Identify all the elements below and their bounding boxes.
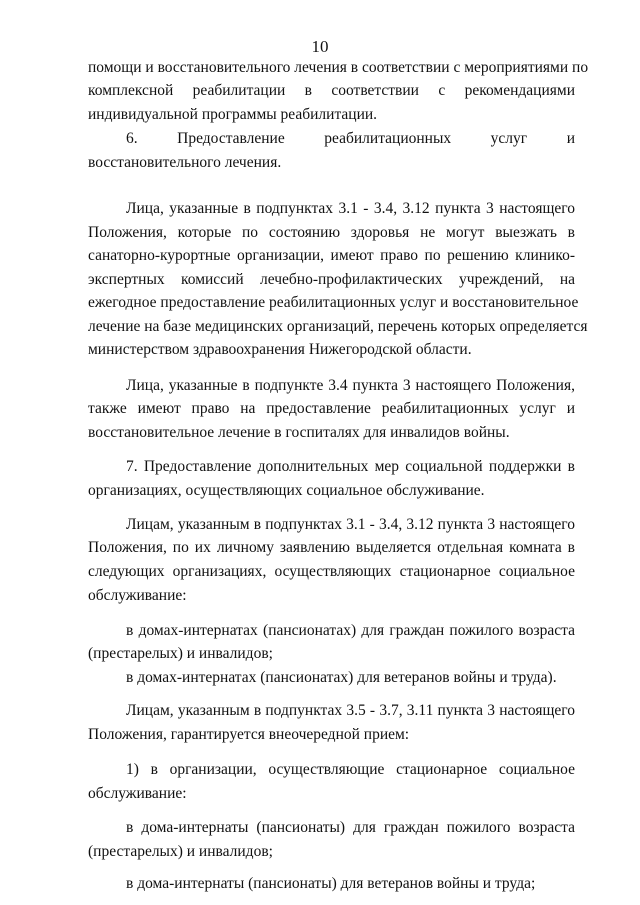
text-line: министерством здравоохранения Нижегородской области. — [88, 341, 472, 358]
text-line: 6. Предоставление реабилитационных услуг и — [126, 130, 575, 147]
text-line: в домах-интернатах (пансионатах) для ветеранов войны и труда). — [126, 669, 557, 686]
text-line: помощи и восстановительного лечения в соответствии с мероприятиями по — [88, 59, 589, 76]
page-number: 10 — [311, 37, 329, 56]
text-line: в дома-интернаты (пансионаты) для граждан пожилого возраста — [126, 819, 575, 836]
text-line: индивидуальной программы реабилитации. — [88, 106, 378, 123]
text-line: лечение на базе медицинских организаций, перечень которых определяется — [88, 318, 588, 335]
text-line: также имеют право на предоставление реабилитационных услуг и — [88, 400, 575, 417]
text-line: Положения, по их личному заявлению выделяется отдельная комната в — [88, 539, 575, 556]
text-line: Положения, гарантируется внеочередной прием: — [88, 726, 410, 743]
text-line: ежегодное предоставление реабилитационных услуг и восстановительное — [88, 294, 579, 311]
text-line: восстановительного лечения. — [88, 154, 282, 171]
text-line: восстановительное лечение в госпиталях для инвалидов войны. — [88, 424, 510, 441]
text-line: комплексной реабилитации в соответствии с рекомендациями — [88, 82, 575, 99]
text-line: 7. Предоставление дополнительных мер социальной поддержки в — [126, 458, 575, 475]
text-line: (престарелых) и инвалидов; — [88, 645, 273, 662]
text-line: экспертных комиссий лечебно-профилактических учреждений, на — [88, 271, 575, 288]
text-line: обслуживание: — [88, 587, 187, 604]
text-line: 1) в организации, осуществляющие стационарное социальное — [126, 761, 575, 778]
text-line: санаторно-курортные организации, имеют право по решению клинико- — [88, 247, 575, 264]
text-line: следующих организациях, осуществляющих стационарное социальное — [88, 563, 575, 580]
text-line: Лицам, указанным в подпунктах 3.5 - 3.7, 3.11 пункта 3 настоящего — [126, 702, 575, 719]
text-line: организациях, осуществляющих социальное обслуживание. — [88, 482, 485, 499]
text-line: (престарелых) и инвалидов; — [88, 843, 273, 860]
text-line: в домах-интернатах (пансионатах) для граждан пожилого возраста — [126, 622, 575, 639]
text-line: Лица, указанные в подпунктах 3.1 - 3.4, 3.12 пункта 3 настоящего — [126, 200, 575, 217]
text-line: в дома-интернаты (пансионаты) для ветеранов войны и труда; — [126, 875, 536, 892]
text-line: Лица, указанные в подпункте 3.4 пункта 3 настоящего Положения, — [126, 377, 575, 394]
text-line: обслуживание: — [88, 785, 187, 802]
text-line: Лицам, указанным в подпунктах 3.1 - 3.4, 3.12 пункта 3 настоящего — [126, 516, 575, 533]
text-line: Положения, которые по состоянию здоровья не могут выезжать в — [88, 224, 575, 241]
